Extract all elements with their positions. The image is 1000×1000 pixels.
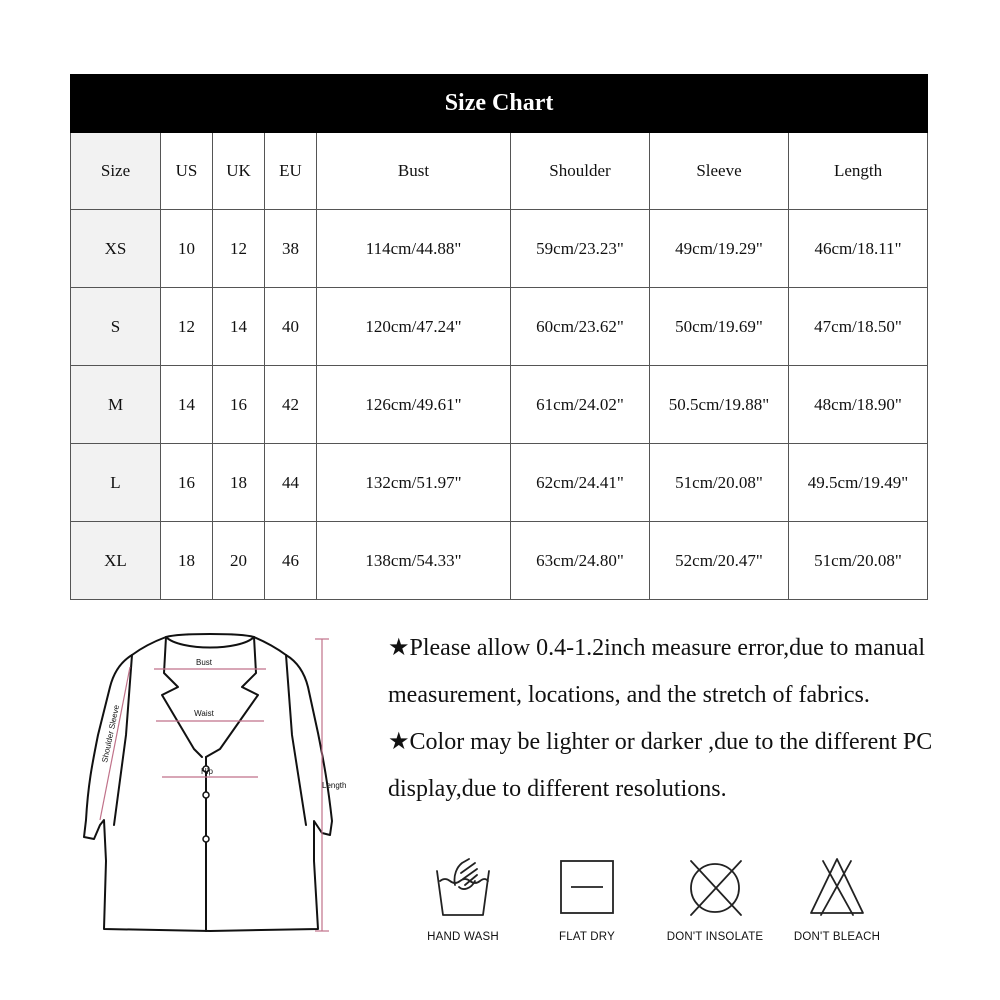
notes	[388, 625, 988, 813]
table-cell: 120cm/47.24"	[317, 288, 511, 366]
care-dont-bleach	[782, 855, 892, 943]
table-title: Size Chart	[71, 75, 928, 133]
column-header: Length	[789, 133, 928, 210]
care-dont-insolate	[660, 855, 770, 943]
table-cell: L	[71, 444, 161, 522]
table-row	[71, 522, 928, 600]
table-cell: 12	[161, 288, 213, 366]
column-header: EU	[265, 133, 317, 210]
table-row	[71, 366, 928, 444]
flat-dry-icon	[555, 855, 619, 919]
table-cell: 49.5cm/19.49"	[789, 444, 928, 522]
care-hand-wash	[408, 855, 518, 943]
coat-lapel-left	[162, 637, 202, 757]
table-cell: M	[71, 366, 161, 444]
table-cell: 16	[213, 366, 265, 444]
table-cell: 51cm/20.08"	[650, 444, 789, 522]
length-label: Length	[322, 781, 347, 790]
table-cell: 18	[161, 522, 213, 600]
table-cell: XL	[71, 522, 161, 600]
table-cell: 38	[265, 210, 317, 288]
coat-collar	[166, 637, 254, 648]
column-header: US	[161, 133, 213, 210]
coat-button	[203, 792, 209, 798]
table-cell: 46	[265, 522, 317, 600]
care-flat-dry	[532, 855, 642, 943]
column-header: Shoulder	[511, 133, 650, 210]
coat-measurement-diagram	[70, 625, 370, 945]
table-row	[71, 210, 928, 288]
hand-wash-icon	[431, 855, 495, 919]
dont-bleach-icon	[805, 855, 869, 919]
bust-label: Bust	[195, 658, 213, 667]
table-cell: 52cm/20.47"	[650, 522, 789, 600]
size-chart-table	[70, 74, 928, 600]
table-cell: 42	[265, 366, 317, 444]
table-cell: 61cm/24.02"	[511, 366, 650, 444]
dont-bleach-label: DON'T BLEACH	[793, 931, 881, 943]
coat-button	[203, 836, 209, 842]
table-cell: 46cm/18.11"	[789, 210, 928, 288]
table-cell: 48cm/18.90"	[789, 366, 928, 444]
measure-error-note: ★Please allow 0.4-1.2inch measure error,due to manual measurement, locations, and the stretch of fabrics.	[388, 635, 926, 708]
table-cell: 12	[213, 210, 265, 288]
coat-outline	[84, 634, 332, 931]
table-cell: 50cm/19.69"	[650, 288, 789, 366]
table-cell: 20	[213, 522, 265, 600]
table-cell: 14	[213, 288, 265, 366]
table-cell: 60cm/23.62"	[511, 288, 650, 366]
table-cell: 126cm/49.61"	[317, 366, 511, 444]
table-cell: S	[71, 288, 161, 366]
shoulder-sleeve-label: Shoulder Sleeve	[100, 704, 122, 764]
table-cell: 50.5cm/19.88"	[650, 366, 789, 444]
table-cell: 62cm/24.41"	[511, 444, 650, 522]
coat-lapel-right	[206, 637, 258, 757]
table-cell: 132cm/51.97"	[317, 444, 511, 522]
table-cell: 114cm/44.88"	[317, 210, 511, 288]
table-cell: 44	[265, 444, 317, 522]
table-cell: 18	[213, 444, 265, 522]
color-note: ★Color may be lighter or darker ,due to the different PC display,due to different resolutions.	[388, 729, 933, 802]
table-cell: 49cm/19.29"	[650, 210, 789, 288]
column-header: Bust	[317, 133, 511, 210]
table-cell: 14	[161, 366, 213, 444]
table-cell: 40	[265, 288, 317, 366]
table-cell: 16	[161, 444, 213, 522]
dont-insolate-icon	[683, 855, 747, 919]
column-header: Sleeve	[650, 133, 789, 210]
coat-sleeve-seam-left	[114, 655, 132, 825]
waist-label: Waist	[194, 709, 214, 718]
table-row	[71, 288, 928, 366]
column-header: Size	[71, 133, 161, 210]
hip-label: Hip	[200, 767, 214, 776]
coat-sleeve-seam-right	[286, 655, 306, 825]
table-cell: 51cm/20.08"	[789, 522, 928, 600]
table-cell: 10	[161, 210, 213, 288]
column-header: UK	[213, 133, 265, 210]
table-cell: XS	[71, 210, 161, 288]
table-cell: 59cm/23.23"	[511, 210, 650, 288]
hand-wash-label: HAND WASH	[427, 931, 499, 943]
table-row	[71, 444, 928, 522]
dont-insolate-label: DON'T INSOLATE	[666, 931, 764, 943]
table-cell: 63cm/24.80"	[511, 522, 650, 600]
table-cell: 47cm/18.50"	[789, 288, 928, 366]
flat-dry-label: FLAT DRY	[559, 931, 615, 943]
table-cell: 138cm/54.33"	[317, 522, 511, 600]
